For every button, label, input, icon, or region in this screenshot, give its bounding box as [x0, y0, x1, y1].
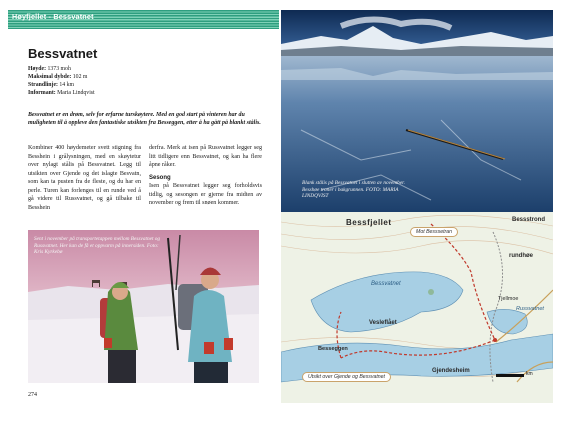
- section-label: Høyfjellet - Bessvatnet: [12, 12, 94, 21]
- map-label-russvatnet: Russvatnet: [516, 306, 544, 312]
- page-title: Bessvatnet: [28, 46, 98, 61]
- page-number: 274: [28, 392, 37, 398]
- season-paragraph: Isen på Bessvatnet legger seg forholdsvis tidlig, og sesongen er gjerne fra midten av november og frem til snøen kommer.: [149, 183, 262, 207]
- fact-row: Informant: Maria Lindqvist: [28, 89, 95, 96]
- lake-photo-caption: Blank stålis på Bessvatnet i slutten av november. Besshøe troner i bakgrunnen. FOTO: MARIA LINDQVIST: [302, 180, 405, 200]
- season-heading: Sesong: [149, 174, 171, 181]
- map-scale-bar: [496, 374, 524, 377]
- intro-paragraph: Bessvatnet er en drøm, selv for erfarne turskøytere. Med en god start på vinteren har du muligheten til å oppleve den fantastiske utsikten fra Besseggen, etter å ha gått på blankt stålis.: [28, 112, 261, 127]
- route-tag: Utsikt over Gjende og Bessvatnet: [302, 372, 391, 382]
- map-label-vesleflaet: Vesleflået: [369, 320, 397, 326]
- map-label-bessfjellet: Bessfjellet: [346, 218, 392, 227]
- map-label-rundhoe: rundhøe: [509, 253, 533, 259]
- body-column-right: [149, 144, 262, 208]
- map-label-bessvatnet: Bessvatnet: [371, 281, 401, 287]
- map-label-bessstrond: Bessstrond: [512, 217, 546, 223]
- map-label-besseggen: Besseggen: [318, 346, 348, 352]
- map-label-gjendesheim: Gjendesheim: [432, 368, 470, 374]
- body-column-left: Kombiner 400 høydemeter svett stigning fra Besshein i grålysningen, med en skøytetur over nylagt stålis på Bessvatnet. Legg til utsikten over Gjende og det islagte Besvatn, som kan ta pusten fra de fleste, og du har en perle. Turen kan forlenges til en runde ved å gå videre til Russvatnet, og gå tilbake til Besshein: [28, 145, 141, 211]
- fact-list: [28, 66, 268, 98]
- map-scale-label: km: [526, 371, 533, 377]
- hikers-photo-caption: Sent i november på transportetappen mellom Bessvatnet og Russvatnet. Her kan de få et oppvarm på innersiden. Foto: Kris Kyrkebø: [34, 236, 161, 256]
- map-label-mot-besssetran: Mot Besssetran: [410, 227, 458, 237]
- map-label-tjellmoe: Tjellmoe: [498, 296, 519, 302]
- fact-row: Strandlinje: 14 km: [28, 81, 75, 88]
- fact-row: Høyde: 1373 moh: [28, 66, 71, 72]
- body-paragraph: derfra. Merk at isen på Russvatnet legger seg litt tidligere enn Bessvatnet, og kan ha flere åpne råker.: [149, 145, 262, 169]
- fact-row: Maksimal dybde: 102 m: [28, 73, 88, 80]
